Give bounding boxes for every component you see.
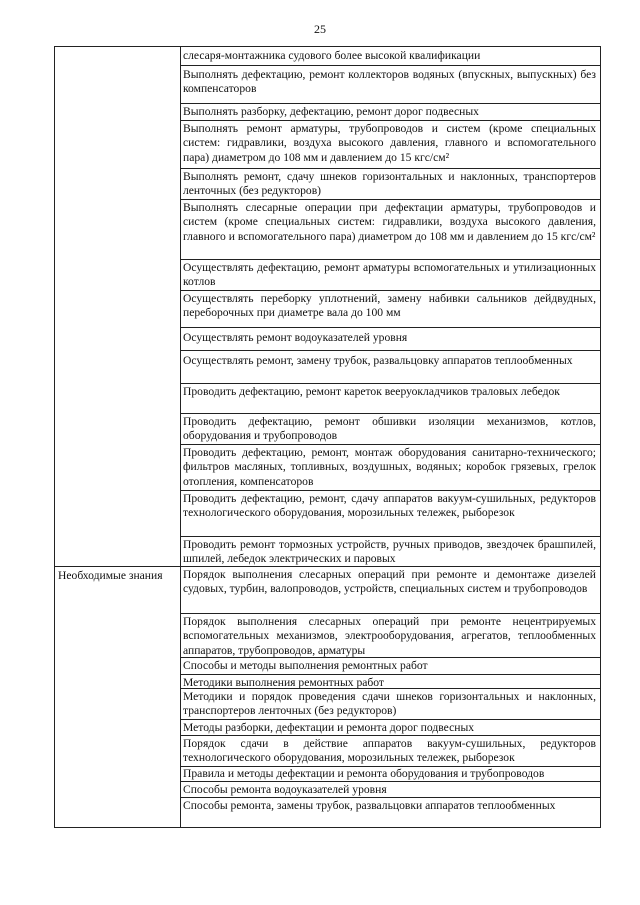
knowledge-row: Порядок выполнения слесарных операций при ремонте нецентрируемых вспомогательных механизмов, электрооборудования, агрегатов, теплообменных аппаратов, трубопроводов, арматуры [183,615,596,657]
duty-row: слесаря-монтажника судового более высокой квалификации [183,49,481,62]
knowledge-row: Методики выполнения ремонтных работ [183,676,384,689]
requirements-table [54,46,601,828]
duty-row: Осуществлять ремонт водоуказателей уровня [183,331,408,344]
knowledge-row: Способы и методы выполнения ремонтных работ [183,659,428,672]
duty-row: Выполнять ремонт, сдачу шнеков горизонтальных и наклонных, транспортеров ленточных (без редукторов) [183,170,596,198]
duty-row: Выполнять слесарные операции при дефектации арматуры, трубопроводов и систем (кроме специальных систем: гидравлики, воздуха высокого давления, главного и вспомогательного пара) диаметром до 108 мм и давлением до 15 кгс/см² [183,201,596,243]
knowledge-row: Способы ремонта, замены трубок, развальцовки аппаратов теплообменных [183,799,556,812]
duty-row: Проводить дефектацию, ремонт обшивки изоляции механизмов, котлов, оборудования и трубопроводов [183,415,596,443]
duty-row: Проводить ремонт тормозных устройств, ручных приводов, звездочек брашпилей, шпилей, лебедок электрических и паровых [183,538,596,566]
duty-row: Осуществлять ремонт, замену трубок, развальцовку аппаратов теплообменных [183,354,573,367]
duty-row: Проводить дефектацию, ремонт кареток вееруокладчиков траловых лебедок [183,385,560,398]
column-divider [180,47,181,827]
duty-row: Осуществлять переборку уплотнений, замену набивки сальников дейдвудных, переборочных при диаметре вала до 100 мм [183,292,596,320]
page-number: 25 [314,22,326,36]
duty-row: Проводить дефектацию, ремонт, монтаж оборудования санитарно-технического; фильтров масляных, топливных, воздушных, водяных; коробок грязевых, грелок отопления, компенсаторов [183,446,596,488]
knowledge-row: Методы разборки, дефектации и ремонта дорог подвесных [183,721,475,734]
duty-row: Выполнять дефектацию, ремонт коллекторов водяных (впускных, выпускных) без компенсаторов [183,68,596,96]
knowledge-row: Методики и порядок проведения сдачи шнеков горизонтальных и наклонных, транспортеров ленточных (без редукторов) [183,690,596,718]
duty-row: Осуществлять дефектацию, ремонт арматуры вспомогательных и утилизационных котлов [183,261,596,289]
knowledge-row: Способы ремонта водоуказателей уровня [183,783,387,796]
knowledge-label: Необходимые знания [58,569,163,582]
knowledge-row: Порядок сдачи в действие аппаратов вакуум-сушильных, редукторов технологического оборудования, морозильных тележек, рыборезок [183,737,596,765]
duty-row: Проводить дефектацию, ремонт, сдачу аппаратов вакуум-сушильных, редукторов технологического оборудования, морозильных тележек, рыборезок [183,492,596,520]
knowledge-row: Правила и методы дефектации и ремонта оборудования и трубопроводов [183,767,545,780]
duty-row: Выполнять ремонт арматуры, трубопроводов и систем (кроме специальных систем: гидравлики, воздуха высокого давления, главного и вспомогательного пара) диаметром до 108 мм и давлением до 15 кгс/см² [183,122,596,164]
duty-row: Выполнять разборку, дефектацию, ремонт дорог подвесных [183,105,479,118]
knowledge-row: Порядок выполнения слесарных операций при ремонте и демонтаже дизелей судовых, турбин, валопроводов, устройств, специальных систем и трубопроводов [183,568,596,596]
